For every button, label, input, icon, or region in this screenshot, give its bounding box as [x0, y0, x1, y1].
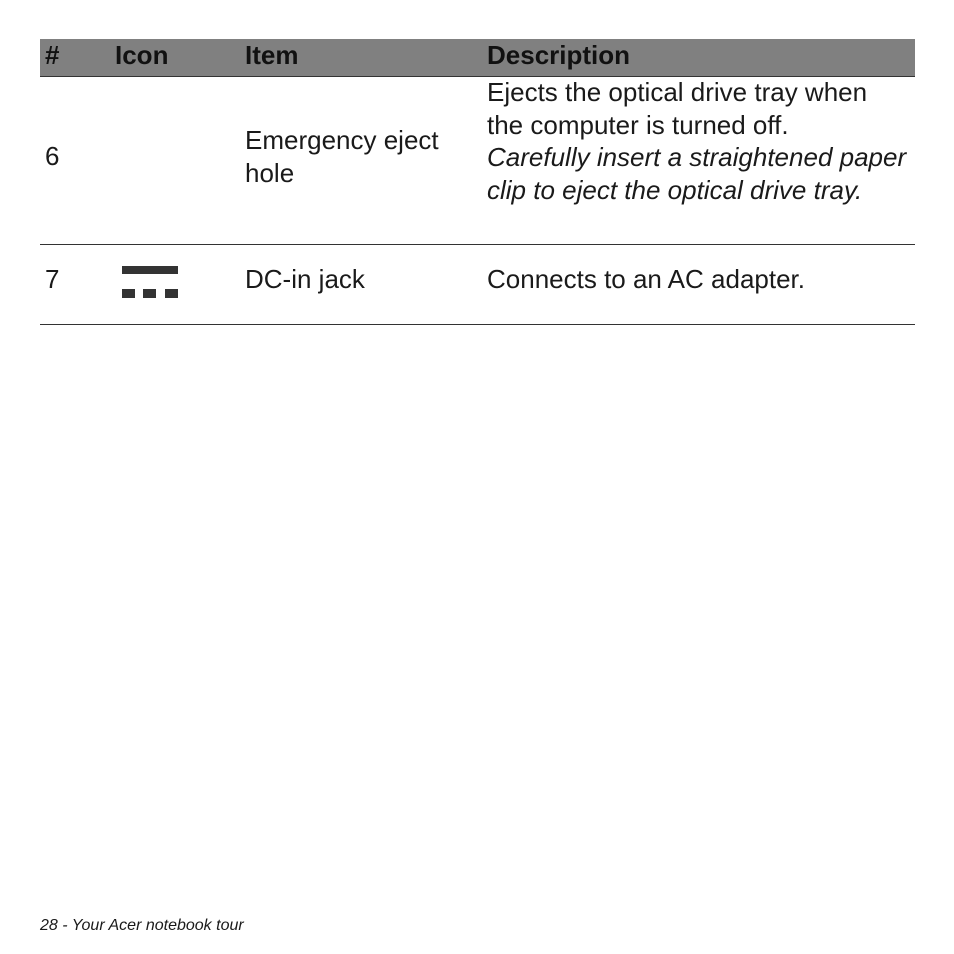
description-note: Carefully insert a straightened paper clip to eject the optical drive tray.	[487, 142, 907, 205]
row-number: 6	[45, 141, 60, 171]
header-item: Item	[245, 40, 299, 70]
row-number: 7	[45, 264, 60, 294]
row-item: DC-in jack	[245, 264, 365, 294]
table-row	[40, 77, 915, 245]
header-icon: Icon	[115, 40, 169, 70]
header-num: #	[45, 40, 60, 70]
ports-table	[40, 39, 915, 325]
row-item: Emergency eject hole	[245, 125, 439, 188]
header-description: Description	[487, 40, 631, 70]
table-header	[40, 39, 915, 77]
page-footer: 28 - Your Acer notebook tour	[40, 917, 244, 934]
row-description: Connects to an AC adapter.	[487, 264, 805, 294]
table-row	[40, 245, 915, 325]
dc-power-icon	[122, 266, 178, 298]
description-text: Ejects the optical drive tray when the computer is turned off.	[487, 77, 868, 140]
row-description	[487, 76, 907, 206]
